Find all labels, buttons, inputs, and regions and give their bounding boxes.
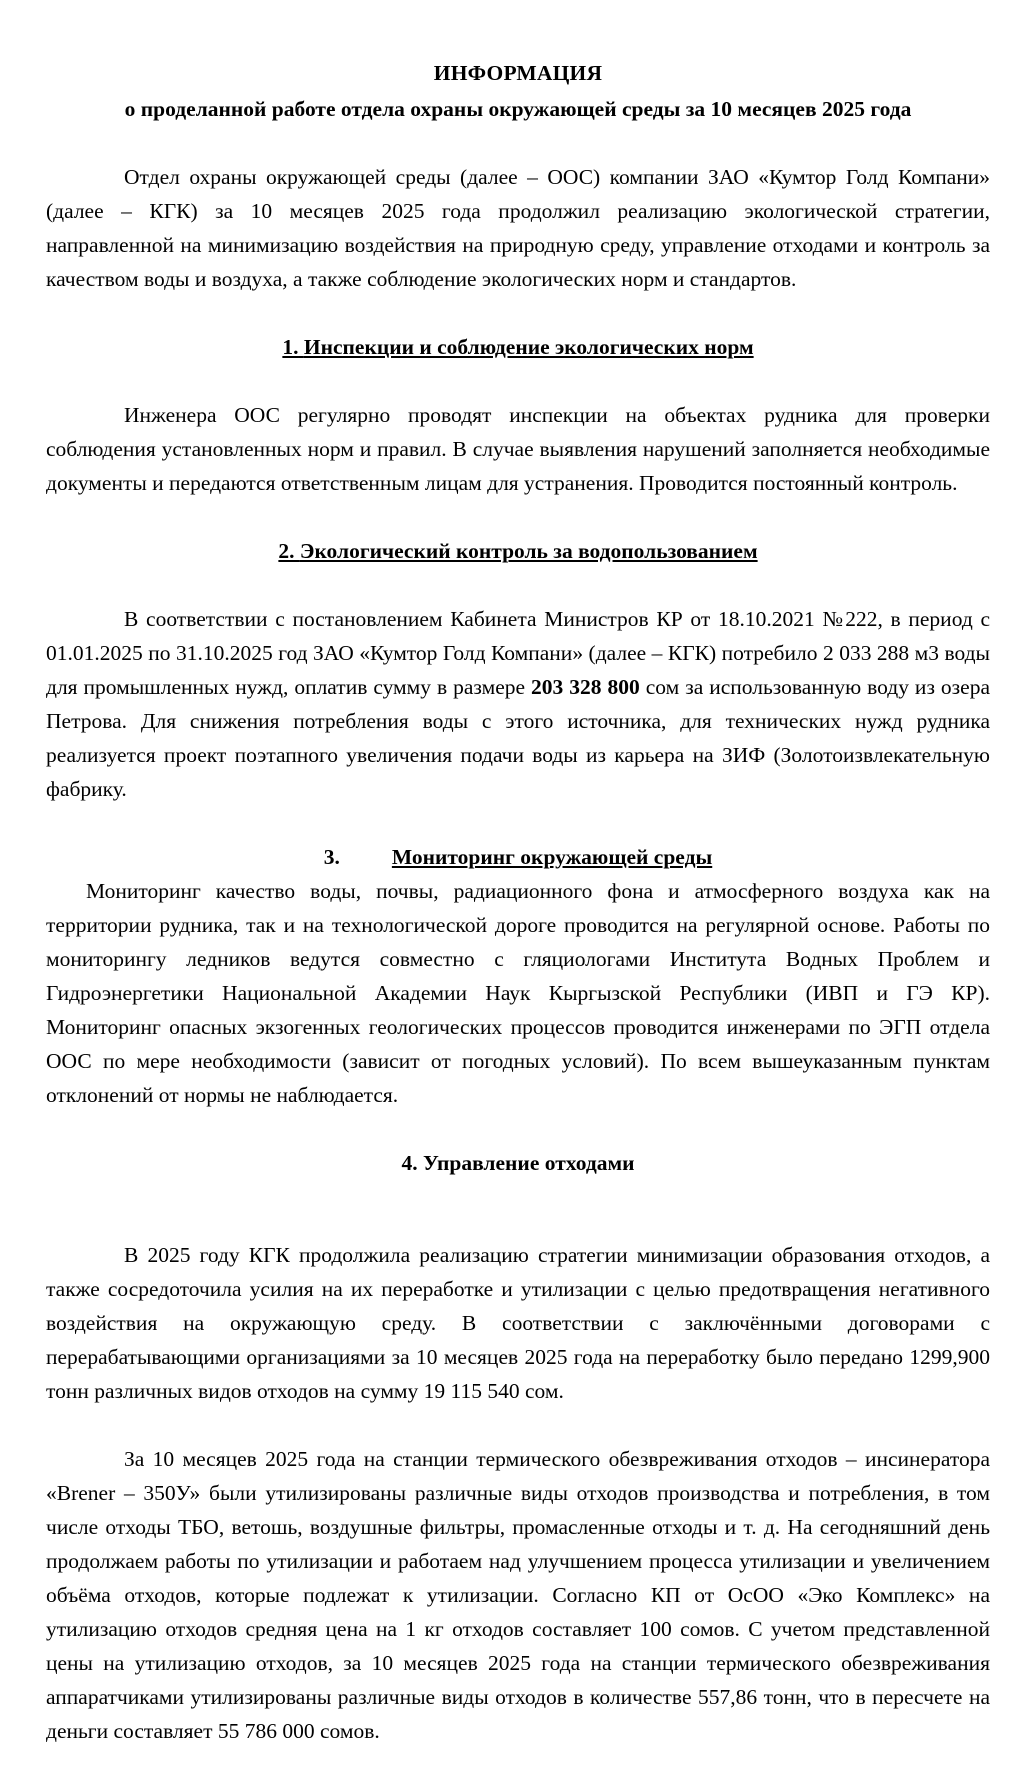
section-3-heading bbox=[46, 840, 990, 874]
section-4-title: Управление отходами bbox=[423, 1151, 635, 1175]
section-1-heading bbox=[46, 330, 990, 364]
section-1-title: Инспекции и соблюдение экологических норм bbox=[303, 335, 754, 359]
section-2-title: Экологический контроль за водопользованием bbox=[299, 539, 758, 563]
section-4-body-paragraph-2: За 10 месяцев 2025 года на станции термического обезвреживания отходов – инсинератора «Brener – 350У» были утилизированы различные виды отходов производства и потребления, в том числе отходы ТБО, ветошь, воздушные фильтры, промасленные отходы и т. д. На сегодняшний день продолжаем работы по утилизации и работаем над улучшением процесса утилизации и увеличением объёма отходов, которые подлежат к утилизации. Согласно КП от ОсОО «Эко Комплекс» на утилизацию отходов средняя цена на 1 кг отходов составляет 100 сомов. С учетом представленной цены на утилизацию отходов, за 10 месяцев 2025 года на станции термического обезвреживания аппаратчиками утилизированы различные виды отходов в количестве 557,86 тонн, что в пересчете на деньги составляет 55 786 000 сомов. bbox=[46, 1447, 990, 1743]
section-2-body-part1: В соответствии с постановлением Кабинета Министров КР от 18.10.2021 №222, в период с 01.01.2025 по 31.10.2025 год ЗАО «Кумтор Голд Компани» (далее – КГК) потребило 2 033 288 м3 воды для промышленных нужд, оплатив сумму в размере bbox=[46, 607, 990, 699]
section-2-body-part2: сом за использованную воду из озера Петрова. Для снижения потребления воды с этого источника, для технических нужд рудника реализуется проект поэтапного увеличения подачи воды из карьера на ЗИФ (Золотоизвлекательную фабрику. bbox=[46, 675, 990, 801]
section-2-heading bbox=[46, 534, 990, 568]
section-2-number: 2. bbox=[278, 539, 295, 563]
page-subtitle: о проделанной работе отдела охраны окружающей среды за 10 месяцев 2025 года bbox=[124, 97, 912, 121]
water-payment-amount: 203 328 800 bbox=[531, 675, 640, 699]
section-3-title: Мониторинг окружающей среды bbox=[391, 845, 713, 869]
section-4-number: 4. bbox=[401, 1151, 418, 1175]
section-1-body: Инженера ООС регулярно проводят инспекции на объектах рудника для проверки соблюдения установленных норм и правил. В случае выявления нарушений заполняется необходимые документы и передаются ответственным лицам для устранения. Проводится постоянный контроль. bbox=[46, 403, 990, 495]
section-2-body bbox=[46, 602, 990, 806]
section-4-heading bbox=[46, 1146, 990, 1180]
section-1-number: 1. bbox=[282, 335, 299, 359]
page-title: ИНФОРМАЦИЯ bbox=[433, 61, 603, 85]
intro-paragraph: Отдел охраны окружающей среды (далее – ООС) компании ЗАО «Кумтор Голд Компани» (далее – КГК) за 10 месяцев 2025 года продолжил реализацию экологической стратегии, направленной на минимизацию воздействия на природную среду, управление отходами и контроль за качеством воды и воздуха, а также соблюдение экологических норм и стандартов. bbox=[46, 165, 990, 291]
section-3-number: 3. bbox=[323, 845, 340, 869]
section-3-body: Мониторинг качество воды, почвы, радиационного фона и атмосферного воздуха как на территории рудника, так и на технологической дороге проводится на регулярной основе. Работы по мониторингу ледников ведутся совместно с гляциологами Института Водных Проблем и Гидроэнергетики Национальной Академии Наук Кыргызской Республики (ИВП и ГЭ КР). Мониторинг опасных экзогенных геологических процессов проводится инженерами по ЭГП отдела ООС по мере необходимости (зависит от погодных условий). По всем вышеуказанным пунктам отклонений от нормы не наблюдается. bbox=[46, 879, 990, 1107]
section-4-body-paragraph-1: В 2025 году КГК продолжила реализацию стратегии минимизации образования отходов, а также сосредоточила усилия на их переработке и утилизации с целью предотвращения негативного воздействия на окружающую среду. В соответствии с заключёнными договорами с перерабатывающими организациями за 10 месяцев 2025 года на переработку было передано 1299,900 тонн различных видов отходов на сумму 19 115 540 сом. bbox=[46, 1243, 990, 1403]
